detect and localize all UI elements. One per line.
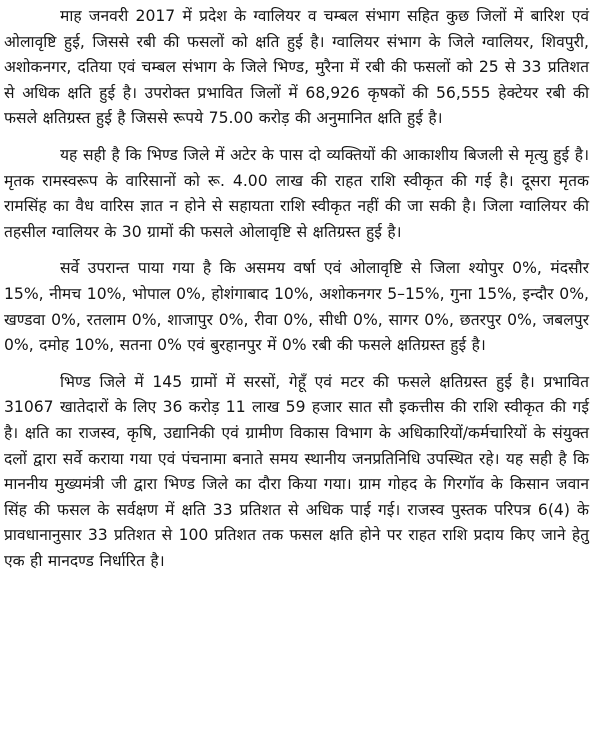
paragraph-lightning-deaths: यह सही है कि भिण्ड जिले में अटेर के पास दो व्यक्तियों की आकाशीय बिजली से मृत्यु हुई है। मृतक रामस्वरूप के वारिसानों को रू. 4.00 लाख की राहत राशि स्वीकृत की गई है। दूसरा मृतक रामसिंह का वैध वारिस ज्ञात न होने से सहायता राशि स्वीकृत नहीं की जा सकी है। जिला ग्वालियर की तहसील ग्वालियर के 30 ग्रामों की फसले ओलावृष्टि से क्षतिग्रस्त हुई है।: [4, 145, 590, 241]
paragraph-district-survey-results: सर्वे उपरान्त पाया गया है कि असमय वर्षा एवं ओलावृष्टि से जिला श्योपुर 0%, मंदसौर 15%, नीमच 10%, भोपाल 0%, होशंगाबाद 10%, अशोकनगर 5–15%, गुना 15%, इन्दौर 0%, खण्डवा 0%, रतलाम 0%, शाजापुर 0%, रीवा 0%, सीधी 0%, सागर 0%, छतरपुर 0%, जबलपुर 0%, दमोह 10%, सतना 0% एवं बुरहानपुर में 0% रबी की फसले क्षतिग्रस्त हुई है।: [4, 259, 589, 355]
paragraph-bhind-relief: भिण्ड जिले में 145 ग्रामों में सरसों, गेहूँ एवं मटर की फसले क्षतिग्रस्त हुई है। प्रभावित 31067 खातेदारों के लिए 36 करोड़ 11 लाख 59 हजार सात सौ इकत्तीस की राशि स्वीकृत की गई है। क्षति का राजस्व, कृषि, उद्यानिकी एवं ग्रामीण विकास विभाग के अधिकारियों/कर्मचारियों के संयुक्त दलों द्वारा सर्वे कराया गया एवं पंचनामा बनाते समय स्थानीय जनप्रतिनिधि उपस्थित रहे। यह सही है कि माननीय मुख्यमंत्री जी द्वारा भिण्ड जिले का दौरा किया गया। ग्राम गोहद के गिरगॉव के किसान जवान सिंह की फसल के सर्वक्षण में क्षति 33 प्रतिशत से अधिक पाई गई। राजस्व पुस्तक परिपत्र 6(4) के प्रावधानानुसार 33 प्रतिशत से 100 प्रतिशत तक फसल क्षति होने पर राहत राशि प्रदाय किए जाने हेतु एक ही मानदण्ड निर्धारित है।: [4, 372, 589, 570]
paragraph-crop-damage-overview: माह जनवरी 2017 में प्रदेश के ग्वालियर व चम्बल संभाग सहित कुछ जिलों में बारिश एवं ओलावृष्टि हुई, जिससे रबी की फसलों को क्षति हुई है। ग्वालियर संभाग के जिले ग्वालियर, शिवपुरी, अशोकनगर, दतिया एवं चम्बल संभाग के जिले भिण्ड, मुरैना में रबी की फसलों को 25 से 33 प्रतिशत से अधिक क्षति हुई है। उपरोक्त प्रभावित जिलों में 68,926 कृषकों की 56,555 हेक्टेयर रबी की फसले क्षतिग्रस्त हुई है जिससे रूपये 75.00 करोड़ की अनुमानित क्षति हुई है।: [4, 7, 589, 128]
